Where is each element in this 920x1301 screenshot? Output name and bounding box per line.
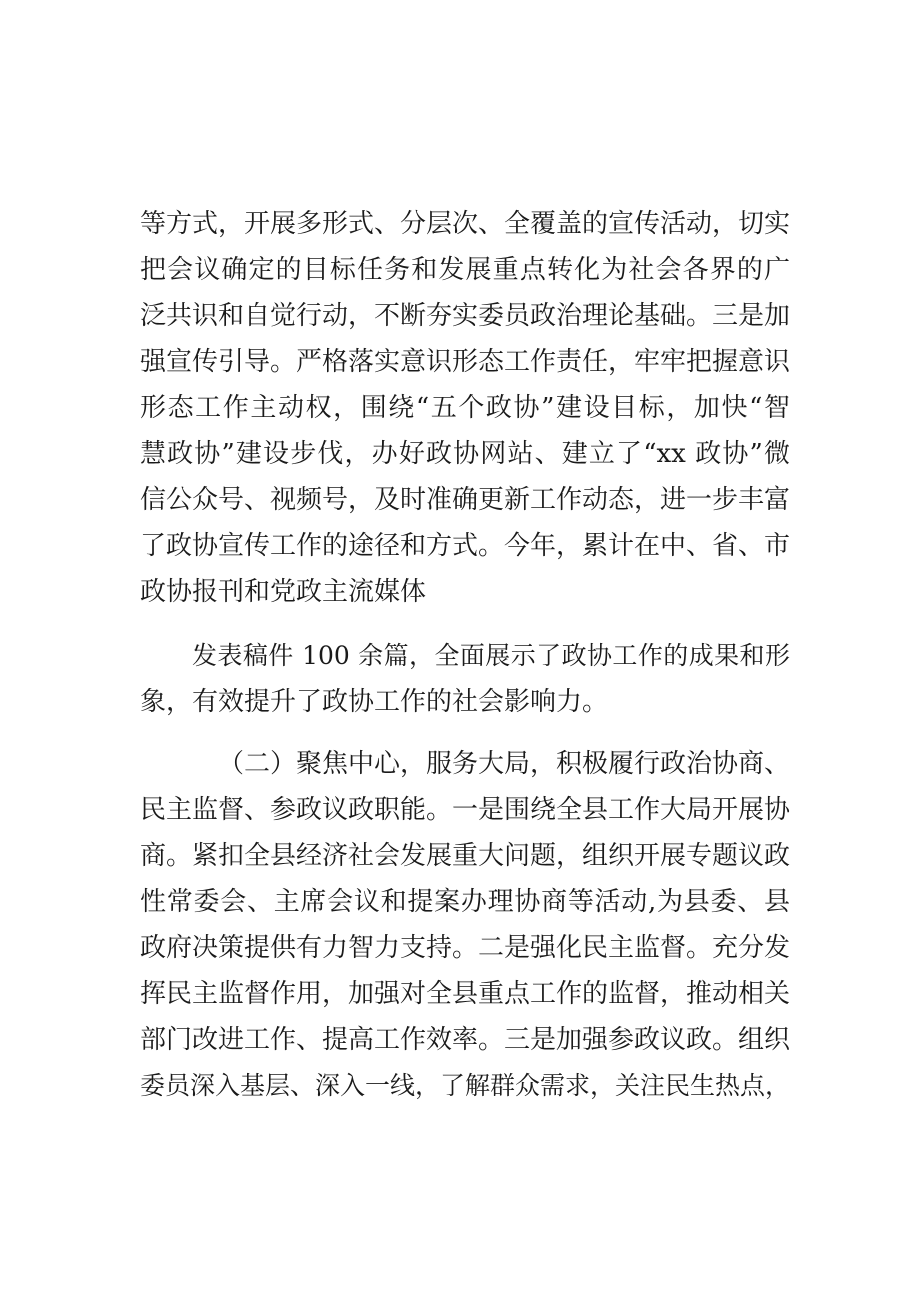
text-line: 信公众号、视频号，及时准确更新工作动态，进一步丰富 bbox=[140, 485, 791, 515]
text-line: 民主监督、参政议政职能。一是围绕全县工作大局开展协 bbox=[140, 795, 791, 825]
text-line: 慧政协”建设步伐，办好政协网站、建立了“xx 政协”微 bbox=[140, 439, 790, 469]
text-line: 形态工作主动权，围绕“五个政协”建设目标，加快“智 bbox=[140, 393, 790, 423]
text-line: 了政协宣传工作的途径和方式。今年，累计在中、省、市 bbox=[140, 531, 791, 561]
section-heading-line: （二）聚焦中心，服务大局，积极履行政治协商、 bbox=[218, 749, 791, 779]
text-line: 性常委会、主席会议和提案办理协商等活动,为县委、县 bbox=[140, 887, 790, 917]
text-line: 委员深入基层、深入一线，了解群众需求，关注民生热点， bbox=[140, 1071, 791, 1100]
text-line: 强宣传引导。严格落实意识形态工作责任，牢牢把握意识 bbox=[140, 347, 791, 377]
text-line: 部门改进工作、提高工作效率。三是加强参政议政。组织 bbox=[140, 1025, 791, 1055]
text-line: 挥民主监督作用，加强对全县重点工作的监督，推动相关 bbox=[140, 979, 791, 1009]
text-line: 泛共识和自觉行动，不断夯实委员政治理论基础。三是加 bbox=[140, 301, 791, 331]
text-line: 商。紧扣全县经济社会发展重大问题，组织开展专题议政 bbox=[140, 841, 791, 871]
text-line: 政协报刊和党政主流媒体 bbox=[140, 577, 427, 607]
text-line: 政府决策提供有力智力支持。二是强化民主监督。充分发 bbox=[140, 933, 791, 963]
paragraph-first-line: 发表稿件 100 余篇，全面展示了政协工作的成果和形 bbox=[192, 641, 790, 670]
text-line: 把会议确定的目标任务和发展重点转化为社会各界的广 bbox=[140, 255, 790, 285]
text-line: 象，有效提升了政协工作的社会影响力。 bbox=[140, 687, 609, 717]
text-line: 等方式，开展多形式、分层次、全覆盖的宣传活动，切实 bbox=[140, 209, 791, 239]
